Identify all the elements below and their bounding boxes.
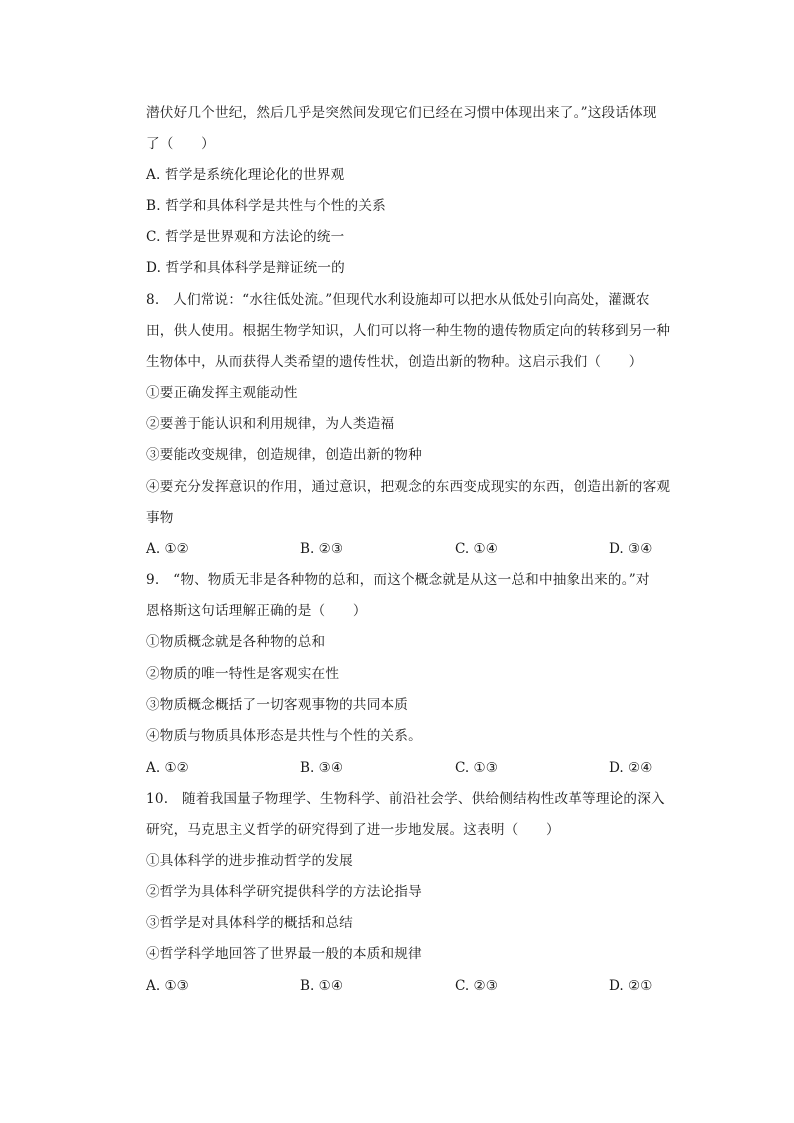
q7-option-a: A. 哲学是系统化理论化的世界观	[146, 167, 345, 183]
q10-option-c: C. ②③	[455, 978, 498, 994]
q8-statement-2: ②要善于能认识和利用规律，为人类造福	[146, 416, 395, 432]
q8-statement-4-line-2: 事物	[146, 510, 174, 526]
q8-options-row	[146, 539, 666, 559]
q7-option-d: D. 哲学和具体科学是辩证统一的	[146, 260, 345, 276]
q8-stem-line-1: 8. 人们常说：“水往低处流。”但现代水利设施却可以把水从低处引向高处，灌溉农	[146, 292, 650, 308]
q8-option-d: D. ③④	[609, 541, 653, 557]
q9-statement-3: ③物质概念概括了一切客观事物的共同本质	[146, 697, 409, 713]
q8-statement-3: ③要能改变规律，创造规律，创造出新的物种	[146, 447, 422, 463]
q9-option-c: C. ①③	[455, 760, 498, 776]
q10-options-row	[146, 976, 666, 996]
q8-statement-4-line-1: ④要充分发挥意识的作用，通过意识，把观念的东西变成现实的东西，创造出新的客观	[146, 479, 671, 495]
q7-stem-line-1: 潜伏好几个世纪，然后几乎是突然间发现它们已经在习惯中体现出来了。”这段话体现	[146, 105, 657, 121]
q10-option-a: A. ①③	[146, 978, 189, 994]
q8-option-a: A. ①②	[146, 541, 189, 557]
q9-option-a: A. ①②	[146, 760, 189, 776]
q9-option-d: D. ②④	[609, 760, 653, 776]
q8-option-b: B. ②③	[300, 541, 344, 557]
q9-statement-4: ④物质与物质具体形态是共性与个性的关系。	[146, 728, 422, 744]
q10-stem-line-1: 10. 随着我国量子物理学、生物科学、前沿社会学、供给侧结构性改革等理论的深入	[146, 791, 665, 807]
q10-statement-1: ①具体科学的进步推动哲学的发展	[146, 853, 353, 869]
q9-statement-1: ①物质概念就是各种物的总和	[146, 634, 326, 650]
q7-option-c: C. 哲学是世界观和方法论的统一	[146, 229, 345, 245]
q9-option-b: B. ③④	[300, 760, 344, 776]
q8-stem-line-2: 田，供人使用。根据生物学知识，人们可以将一种生物的遗传物质定向的转移到另一种	[146, 323, 671, 339]
q8-statement-1: ①要正确发挥主观能动性	[146, 385, 298, 401]
q9-options-row	[146, 758, 666, 778]
q8-stem-line-3: 生物体中，从而获得人类希望的遗传性状，创造出新的物种。这启示我们（ ）	[146, 354, 643, 370]
q10-statement-2: ②哲学为具体科学研究提供科学的方法论指导	[146, 884, 422, 900]
q10-stem-line-2: 研究，马克思主义哲学的研究得到了进一步地发展。这表明（ ）	[146, 822, 560, 838]
q7-option-b: B. 哲学和具体科学是共性与个性的关系	[146, 198, 386, 214]
q9-stem-line-2: 恩格斯这句话理解正确的是（ ）	[146, 603, 367, 619]
q10-option-d: D. ②①	[609, 978, 653, 994]
q10-statement-4: ④哲学科学地回答了世界最一般的本质和规律	[146, 946, 422, 962]
q10-statement-3: ③哲学是对具体科学的概括和总结	[146, 915, 353, 931]
q9-statement-2: ②物质的唯一特性是客观实在性	[146, 666, 340, 682]
q7-stem-line-2: 了（ ）	[146, 136, 215, 152]
q10-option-b: B. ①④	[300, 978, 344, 994]
q8-option-c: C. ①④	[455, 541, 498, 557]
q9-stem-line-1: 9. “物、物质无非是各种物的总和，而这个概念就是从这一总和中抽象出来的。”对	[146, 572, 650, 588]
